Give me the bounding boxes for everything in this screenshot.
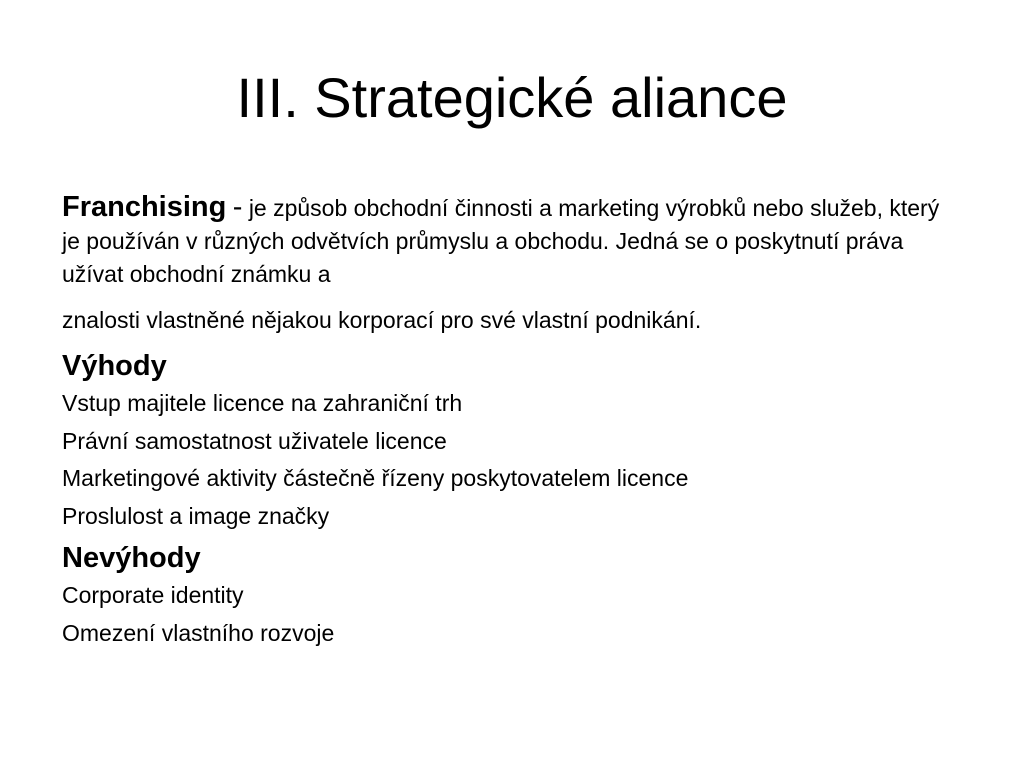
list-item: Proslulost a image značky <box>62 502 330 529</box>
definition-text: je způsob obchodní činnosti a marketing výrobků nebo služeb, který je používán v různých odvětvích průmyslu a obchodu. Jedná se o poskytnutí práva užívat obchodní známku a <box>62 195 940 287</box>
list-item: Vstup majitele licence na zahraniční trh <box>62 390 463 416</box>
list-item: Corporate identity <box>62 582 244 608</box>
franchising-term: Franchising <box>62 191 227 223</box>
slide-title: III. Strategické aliance <box>236 66 788 129</box>
definition-text-last: znalosti vlastněné nějakou korporací pro své vlastní podnikání. <box>62 307 702 333</box>
advantages-heading: Výhody <box>62 350 167 382</box>
franchising-definition <box>62 191 962 337</box>
list-item: Právní samostatnost uživatele licence <box>62 427 447 454</box>
list-item: Omezení vlastního rozvoje <box>62 619 335 646</box>
disadvantages-list <box>62 577 962 652</box>
list-item: Marketingové aktivity částečně řízeny poskytovatelem licence <box>62 465 689 491</box>
disadvantages-heading: Nevýhody <box>62 542 201 574</box>
term-dash: - <box>232 191 243 223</box>
slide-content <box>62 191 962 652</box>
advantages-list <box>62 385 962 535</box>
